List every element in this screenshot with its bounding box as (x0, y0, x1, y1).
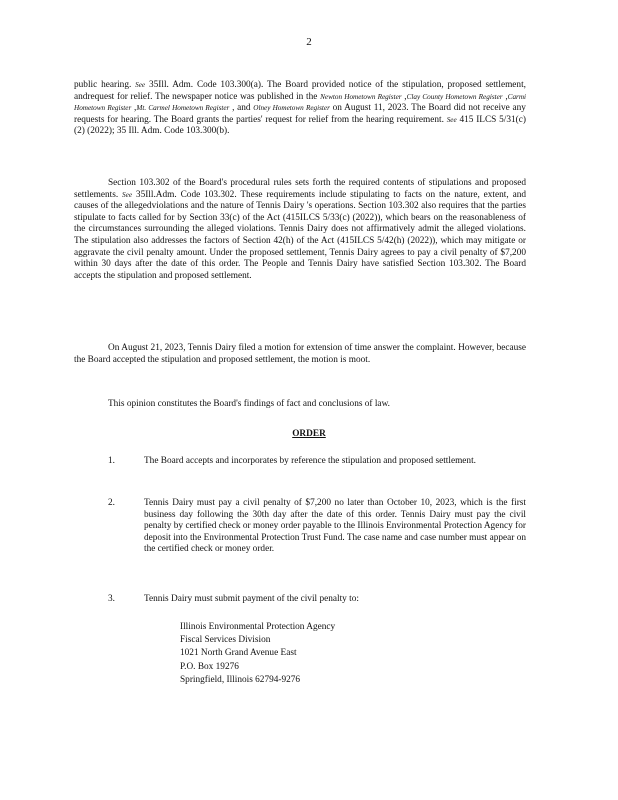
citation-signal: See (122, 190, 133, 199)
paragraph-text: 35Ill.Adm. Code 103.302. These requirements include stipulating to facts on the nature, extent, and causes of the allegedviolations and the nature of Tennis Dairy 's operations. Section 103.302 also requires that the parties stipulate to facts called for by Section 33(c) of the Act (415ILCS 5/33(c) (2022)), which bears on the reasonableness of the circumstances surrounding the alleged violations. Tennis Dairy does not affirmatively admit the alleged violations. The stipulation also addresses the factors of Section 42(h) of the Act (415ILCS 5/42(h) (2022)), which may mitigate or aggravate the civil penalty amount. Under the proposed settlement, Tennis Dairy agrees to pay a civil penalty of $7,200 within 30 days after the date of this order. The People and Tennis Dairy have satisfied Section 103.302. The Board accepts the stipulation and proposed settlement. (74, 189, 526, 281)
address-line: 1021 North Grand Avenue East (180, 648, 297, 659)
page-number: 2 (306, 36, 312, 48)
paragraph-findings: This opinion constitutes the Board's findings of fact and conclusions of law. (108, 399, 390, 409)
newspaper-name: Newton Hometown Register (320, 92, 402, 101)
paragraph-text: 415 ILCS 5/31(c)(2) (2022); 35 Ill. Adm. Code 103.300(b). (74, 114, 526, 137)
payment-address (180, 621, 335, 687)
address-line: Fiscal Services Division (180, 635, 271, 646)
newspaper-name: Carmi Hometown Register (74, 92, 527, 113)
newspaper-name: Clay County Hometown Register (406, 92, 503, 101)
paragraph-hearing (74, 80, 526, 138)
order-item-number: 2. (108, 498, 115, 508)
order-item-number: 3. (108, 594, 115, 604)
paragraph-text: on August 11, 2023. The Board did not receive any requests for hearing. The Board grants the parties' request for relief from the hearing requirement. (74, 103, 526, 125)
paragraph-text: , (502, 91, 508, 102)
paragraph-text: 35Ill. Adm. Code 103.300(a). The Board provided notice of the stipulation, proposed settlement, andrequest for relief. The newspaper notice was published in the (74, 80, 526, 102)
order-item-text: The Board accepts and incorporates by reference the stipulation and proposed settlement. (144, 456, 476, 466)
paragraph-motion: On August 21, 2023, Tennis Dairy filed a motion for extension of time answer the complaint. However, because the Board accepted the stipulation and proposed settlement, the motion is moot. (74, 343, 526, 365)
address-line: P.O. Box 19276 (180, 661, 239, 672)
citation-signal: See (446, 115, 457, 124)
newspaper-name: Mt. Carmel Hometown Register (136, 104, 230, 113)
paragraph-text: , and (229, 103, 254, 114)
paragraph-text: , (131, 103, 137, 114)
paragraph-text: , (401, 91, 407, 102)
paragraph-section-103-302 (74, 178, 526, 282)
paragraph-text: Section 103.302 of the Board's procedural rules sets forth the required contents of stipulations and proposed settlements. (74, 178, 526, 200)
paragraph-text: public hearing. (74, 80, 136, 90)
address-line: Illinois Environmental Protection Agency (180, 622, 336, 632)
order-item-text: Tennis Dairy must submit payment of the civil penalty to: (144, 594, 359, 604)
newspaper-name: Olney Hometown Register (253, 104, 330, 113)
order-item-number: 1. (108, 456, 115, 466)
citation-signal: See (135, 81, 146, 89)
order-item-text: Tennis Dairy must pay a civil penalty of $7,200 no later than October 10, 2023, which is the first business day following the 30th day after the date of this order. Tennis Dairy must pay the civil penalty by certified check or money order payable to the Illinois Environmental Protection Agency for deposit into the Environmental Protection Trust Fund. The case name and case number must appear on the certified check or money order. (144, 498, 526, 555)
order-heading: ORDER (292, 429, 326, 439)
address-line: Springfield, Illinois 62794-9276 (180, 674, 301, 685)
